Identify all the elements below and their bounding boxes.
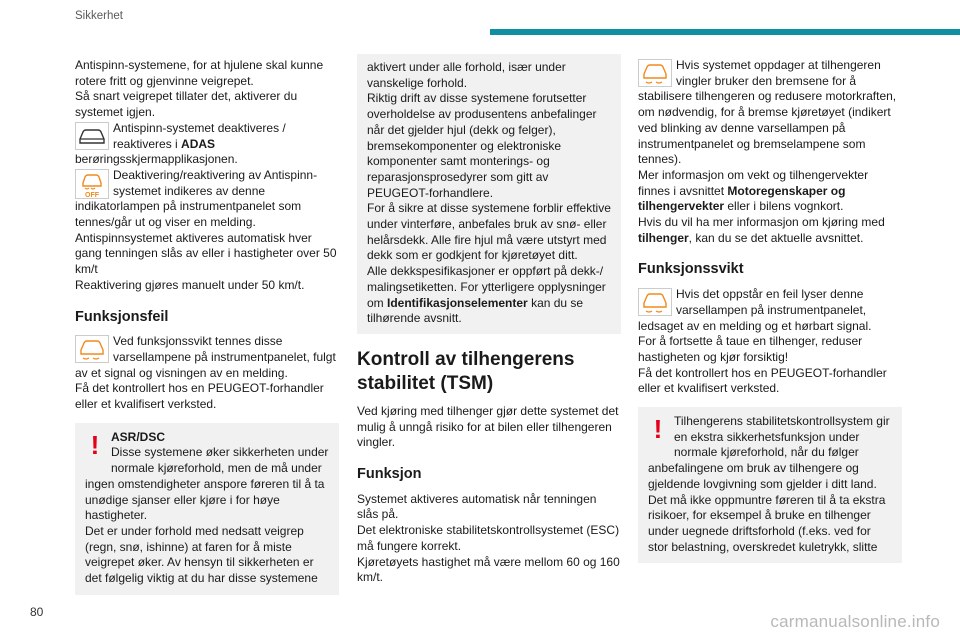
emphasis: tilhenger (638, 230, 689, 245)
watermark: carmanualsonline.info (770, 612, 940, 631)
paragraph: Få det kontrollert hos en PEUGEOT-forhandler eller et kvalifisert verksted. (638, 365, 887, 396)
red-exclamation-icon: ! (653, 414, 663, 445)
paragraph-text: Alle dekkspesifikasjoner er oppført på dekk-/ malingsetiketten. For ytterligere opplysninger om (367, 264, 606, 310)
warning-box (75, 423, 339, 595)
svg-text:OFF: OFF (85, 191, 99, 199)
paragraph: For å fortsette å taue en tilhenger, reduser hastigheten og kjør forsiktig! (638, 334, 863, 364)
icon-paragraph (75, 334, 339, 381)
section-heading: Funksjonsfeil (75, 308, 169, 325)
column-2 (357, 54, 621, 586)
warning-text: aktivert under alle forhold, især under vanskelige forhold. (367, 60, 566, 90)
car-warning-orange-icon (75, 335, 109, 365)
warning-text: Tilhengerens stabilitetskontrollsystem gir en ekstra sikkerhetsfunksjon under normale kjøreforhold, når du følger anbefalingene om bruk av tilhengere og gjeldende lovgivning som gjelder i ditt land. Det må ikke oppmuntre føreren til å ta ekstra risikoer, for eksempel å bruke en tilhenger under uegnede driftsforhold (f.eks. ved for stor belastning, overskredet kuletrykk, slitte (648, 414, 890, 554)
emphasis: Identifikasjonselementer (387, 295, 528, 310)
section-heading: Funksjon (357, 466, 422, 483)
car-off-icon (75, 169, 109, 199)
paragraph-text: eller i bilens vognkort. (724, 199, 844, 214)
paragraph: Systemet aktiveres automatisk når tenningen slås på. (357, 491, 597, 522)
red-exclamation-icon: ! (90, 429, 100, 460)
paragraph: Antispinn-systemene, for at hjulene skal kunne rotere fritt og gjenvinne veigrepet. (75, 58, 324, 88)
paragraph: Få det kontrollert hos en PEUGEOT-forhandler eller et kvalifisert verksted. (75, 381, 324, 412)
warning-box-continued (357, 54, 621, 334)
paragraph: Ved kjøring med tilhenger gjør dette systemet det mulig å unngå risiko for at bilen eller tilhengeren vingler. (357, 403, 619, 450)
car-outline-icon (75, 122, 109, 152)
warning-text: Disse systemene øker sikkerheten under normale kjøreforhold, men de må under ingen omstendigheter anspore føreren til å ta unødige sjanser eller kjøre i for høye hastigheter. (85, 445, 329, 523)
paragraph: Antispinnsystemet aktiveres automatisk hver gang tenningen slås av eller i hastigheter over 50 km/t (75, 230, 337, 277)
page-number: 80 (30, 605, 44, 619)
icon-paragraph (75, 121, 339, 168)
section-heading: Funksjonssvikt (638, 261, 744, 278)
paragraph-text: Deaktivering/reaktivering av Antispinn-systemet indikeres av denne indikatorlampen på instrumentpanelet som tennes/går ut og viser en melding. (75, 167, 318, 230)
paragraph-text: Hvis du vil ha mer informasjon om kjøring med (638, 215, 885, 230)
paragraph-text: berøringsskjermapplikasjonen. (75, 152, 238, 167)
column-3 (638, 58, 902, 563)
paragraph-text: kan du se tilhørende avsnitt. (367, 295, 584, 326)
icon-paragraph (638, 287, 902, 334)
chapter-heading: Kontroll av tilhengerens stabilitet (TSM) (357, 348, 575, 394)
paragraph-text: Hvis systemet oppdager at tilhengeren vingler bruker den bremsene for å stabilisere tilhengeren og redusere motorkraften, om nødvendig, for å bremse kjøretøyet (indikert ved blinking av denne varsellampen på instrumentpanelet og bremselampene som tennes). (638, 58, 897, 167)
paragraph-text: Hvis det oppstår en feil lyser denne varsellampen på instrumentpanelet, ledsaget av en melding og et hørbart signal. (638, 287, 872, 333)
icon-paragraph (75, 168, 339, 231)
header-accent-bar (490, 29, 960, 35)
paragraph: Kjøretøyets hastighet må være mellom 60 og 160 km/t. (357, 554, 620, 585)
section-title: Sikkerhet (75, 10, 123, 22)
paragraph-text: , kan du se det aktuelle avsnittet. (688, 230, 864, 245)
paragraph: Det elektroniske stabilitetskontrollsystemet (ESC) må fungere korrekt. (357, 523, 620, 553)
car-warning-orange-icon (638, 288, 672, 318)
warning-text: Riktig drift av disse systemene forutsetter overholdelse av produsentens anbefalinger når det gjelder hjul (dekk og felger), bremsekomponenter og elektroniske komponenter samt monterings- og reparasjonsprosedyrer som gitt av PEUGEOT-forhandlere. (367, 91, 597, 200)
warning-text: For å sikre at disse systemene forblir effektive under vinterføre, anbefales bruk av snø- eller helårsdekk. Alle fire hjul må være utstyrt med dekk som er godkjent for kjøretøyet ditt. (367, 201, 611, 263)
car-warning-orange-icon (638, 59, 672, 89)
paragraph: Reaktivering gjøres manuelt under 50 km/t. (75, 277, 305, 292)
warning-box (638, 407, 902, 563)
paragraph-text: Ved funksjonssvikt tennes disse varsellampene på instrumentpanelet, fulgt av et signal og visningen av en melding. (75, 334, 336, 380)
warning-text: Det er under forhold med nedsatt veigrep (regn, snø, ishinne) at faren for å miste veigrepet øker. Av hensyn til sikkerheten er det følgelig viktig at du har disse systemene (85, 523, 318, 586)
emphasis: Motoregenskaper og tilhengervekter (638, 183, 846, 214)
column-1 (75, 58, 339, 595)
paragraph-text: Antispinn-systemet deaktiveres / reaktiveres i (113, 120, 286, 151)
warning-title: ASR/DSC (111, 429, 166, 444)
paragraph-text: Mer informasjon om vekt og tilhengervekter finnes i avsnittet (638, 167, 869, 198)
warning-text (367, 264, 611, 327)
icon-paragraph (638, 58, 902, 168)
emphasis: ADAS (181, 136, 216, 151)
paragraph: Så snart veigrepet tillater det, aktiverer du systemet igjen. (75, 89, 298, 120)
